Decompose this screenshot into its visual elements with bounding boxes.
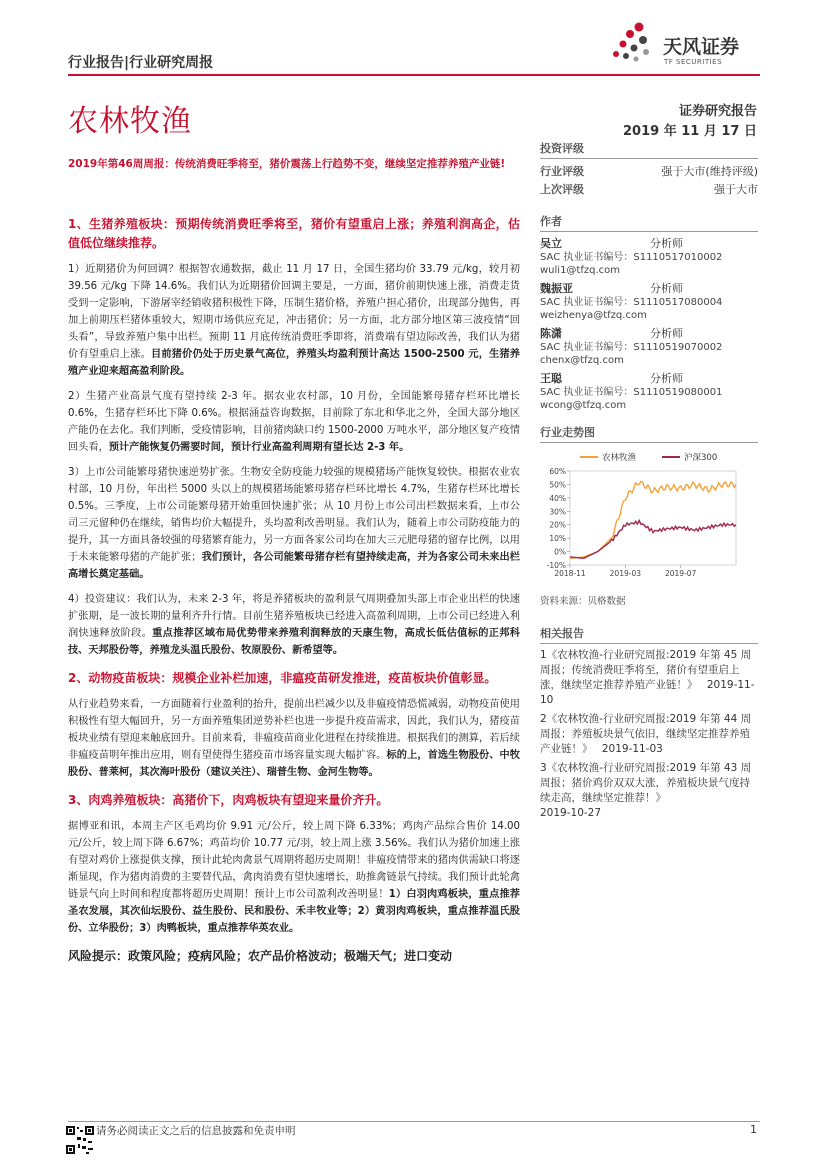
y-tick-label: 30% xyxy=(549,507,566,517)
y-tick-label: 10% xyxy=(549,534,566,544)
related-report-title: 3《农林牧渔-行业研究周报:2019 年第 43 周周报；猪价鸡价双双大涨，养殖板块景气度持续走高，继续坚定推荐！》 xyxy=(540,762,752,804)
qr-code-icon xyxy=(64,1124,96,1156)
rating-key: 行业评级 xyxy=(540,165,584,178)
paragraph-text: 2）生猪产业高景气度有望持续 2-3 年。据农业农村部，10 月份，全国能繁母猪存栏环比增长 0.6%，生猪存栏环比下降 0.6%。根据涌益咨询数据，目前除了东北和华北之外，全国大部分地区产能仍在去化。我们判断，受疫情影响，目前猪肉缺口约 1500-2000 万吨水平，部分地区复产疫情回头看， xyxy=(68,391,520,453)
prev-rating-row xyxy=(540,181,758,199)
related-report[interactable] xyxy=(540,761,758,821)
paragraph-text: 1）近期猪价为何回调？根据智农通数据，截止 11 月 17 日，全国生猪均价 33.79 元/kg，较月初 39.56 元/kg 下降 14.6%。我们认为近期猪价回调主要是，一方面，猪价前期快速上涨，消费走货受到一定影响，下游屠宰经销收猪积极性下降，压制生猪价格，养殖户担心猪价，出现部分抛售，再加上前期压栏猪体重较大，短期市场供应充足，冲击猪价；另一方面，北方部分地区第三波疫情“回头看”，导致养殖户集中出栏。预期 11 月底传统消费旺季即将，消费端有望边际改善，我们认为猪价有望重启上涨。 xyxy=(68,264,520,360)
paragraph-text: 从行业趋势来看，一方面随着行业盈利的抬升，提前出栏减少以及非瘟疫情恐慌减弱，动物疫苗使用积极性有望大幅回升，另一方面养殖集团逆势补栏也进一步提升疫苗需求，因此，我们认为，猪疫苗板块业绩有望迎来触底回升。目前来看，非瘟疫苗商业化进程在持续推进。根据我们的测算，若后续非瘟疫苗明年推出应用，则有望使得生猪疫苗市场容量实现大幅扩容。 xyxy=(68,699,520,761)
related-report-date: 2019-11-03 xyxy=(601,743,663,755)
paragraph-highlight: 我们预计，各公司能繁母猪存栏有望持续走高，并为各家公司未来出栏高增长奠定基础。 xyxy=(68,552,520,580)
author-entry xyxy=(540,371,758,412)
author-sac: SAC 执业证书编号：S1110517010002 xyxy=(540,252,723,263)
author-name: 王聪 xyxy=(540,372,562,385)
author-name: 魏振亚 xyxy=(540,282,573,295)
legend-label: 农林牧渔 xyxy=(602,453,637,463)
prev-rating-key: 上次评级 xyxy=(540,183,584,196)
chart-header: 行业走势图 xyxy=(540,424,758,443)
x-tick-label: 2019-03 xyxy=(609,569,642,578)
author-entry xyxy=(540,326,758,367)
paragraph xyxy=(68,818,520,937)
paragraph-text: 据博亚和讯，本周主产区毛鸡均价 9.91 元/公斤，较上周下降 6.33%；鸡肉产品综合售价 14.00 元/公斤，较上周下降 6.67%；鸡苗均价 10.77 元/羽，较上周上涨 3.56%。我们认为猪价加速上涨有望对鸡价上涨提供支撑，预计此轮肉禽景气周期将超历史周期！非瘟疫情带来的猪肉供需缺口将逐渐显现，作为猪肉消费的主要替代品，禽肉消费有望快速增长，助推禽链景气持续。我们预计此轮禽链景气向上时间和程度都将超历史周期！预计上市公司盈利改善明显！ xyxy=(68,821,520,900)
paragraph xyxy=(68,696,520,781)
related-report-date: 2019-11-10 xyxy=(540,679,755,706)
paragraph-highlight: 预计产能恢复仍需要时间，预计行业高盈利周期有望长达 2-3 年。 xyxy=(108,442,410,453)
sidebar xyxy=(540,140,758,825)
footer-disclaimer: 请务必阅读正文之后的信息披露和免责申明 xyxy=(96,1125,296,1137)
rating-value: 强于大市(维持评级) xyxy=(661,165,758,178)
related-report-title: 1《农林牧渔-行业研究周报:2019 年第 45 周周报；传统消费旺季将至，猪价有望重启上涨，继续坚定推荐养殖产业链！》 xyxy=(540,649,752,691)
chart-source: 资料来源：贝格数据 xyxy=(540,596,626,607)
section-title-poultry: 3、肉鸡养殖板块：高猪价下，肉鸡板块有望迎来量价齐升。 xyxy=(68,793,389,807)
industry-title: 农林牧渔 xyxy=(68,104,192,139)
author-email[interactable]: wuli1@tfzq.com xyxy=(540,265,621,276)
paragraph-text: 4）投资建议：我们认为，未来 2-3 年，将是养猪板块的盈利景气周期叠加头部上市企业出栏的快速扩张期，是一波长期的量利齐升行情。目前生猪养殖板块已经进入高盈利周期，上市公司已经进入利润快速释放阶段。 xyxy=(68,594,520,639)
authors-header: 作者 xyxy=(540,213,758,232)
author-sac: SAC 执业证书编号：S1110517080004 xyxy=(540,297,723,308)
report-date: 2019 年 11 月 17 日 xyxy=(623,124,757,139)
related-report[interactable] xyxy=(540,712,758,757)
section-title-vaccine: 2、动物疫苗板块：规模企业补栏加速，非瘟疫苗研发推进，疫苗板块价值彰显。 xyxy=(68,671,497,685)
footer-rule xyxy=(68,1121,760,1122)
paragraph-highlight: 1）白羽肉鸡板块，重点推荐圣农发展，其次仙坛股份、益生股份、民和股份、禾丰牧业等；2）黄羽肉鸡板块，重点推荐温氏股份、立华股份；3）肉鸭板块，重点推荐华英农业。 xyxy=(68,889,520,934)
report-type: 行业报告|行业研究周报 xyxy=(68,55,214,71)
author-entry xyxy=(540,236,758,277)
rating-row xyxy=(540,163,758,181)
author-sac: SAC 执业证书编号：S1110519080001 xyxy=(540,387,723,398)
x-tick-label: 2019-07 xyxy=(664,569,697,578)
y-tick-label: 40% xyxy=(549,493,566,503)
report-label: 证券研究报告 xyxy=(678,104,757,119)
y-tick-label: 60% xyxy=(549,467,566,476)
paragraph xyxy=(68,591,520,659)
series-line xyxy=(570,521,736,559)
author-name: 陈潇 xyxy=(540,327,562,340)
x-tick-label: 2018-11 xyxy=(554,569,586,578)
industry-trend-chart xyxy=(540,424,758,607)
author-role: 分析师 xyxy=(650,327,683,340)
logo-mark-icon xyxy=(608,14,660,66)
paragraph xyxy=(68,464,520,583)
author-sac: SAC 执业证书编号：S1110519070002 xyxy=(540,342,723,353)
paragraph-highlight: 目前猪价仍处于历史景气高位，养殖头均盈利预计高达 1500-2500 元，生猪养殖产业迎来超高盈利阶段。 xyxy=(68,349,520,377)
author-role: 分析师 xyxy=(650,372,683,385)
legend-label: 沪深300 xyxy=(684,453,718,463)
main-content xyxy=(68,205,520,974)
author-entry xyxy=(540,281,758,322)
plot-frame xyxy=(570,471,736,565)
author-role: 分析师 xyxy=(650,282,683,295)
paragraph-highlight: 标的上，首选生物股份、中牧股份、普莱柯，其次海叶股份（建议关注）、瑞普生物、金河生物等。 xyxy=(68,750,520,778)
author-name: 吴立 xyxy=(540,237,562,250)
author-email[interactable]: wcong@tfzq.com xyxy=(540,400,627,411)
related-report-date: 2019-10-27 xyxy=(540,807,602,819)
logo-name: 天风证券 xyxy=(663,36,740,58)
paragraph xyxy=(68,388,520,456)
y-tick-label: 50% xyxy=(549,480,566,490)
y-tick-label: 20% xyxy=(549,520,566,530)
author-email[interactable]: chenx@tfzq.com xyxy=(540,355,624,366)
rating-header: 投资评级 xyxy=(540,140,758,159)
y-tick-label: 0% xyxy=(554,547,566,557)
paragraph xyxy=(68,261,520,380)
paragraph-highlight: 重点推荐区域布局优势带来养殖利润释放的天康生物，高成长低估值标的正邦科技、天邦股份等，养殖龙头温氏股份、牧原股份、新希望等。 xyxy=(68,628,520,656)
trend-chart-svg xyxy=(540,447,758,587)
header-rule xyxy=(68,74,760,76)
series-line xyxy=(570,481,736,558)
related-header: 相关报告 xyxy=(540,625,758,644)
page-number: 1 xyxy=(750,1123,757,1136)
author-email[interactable]: weizhenya@tfzq.com xyxy=(540,310,647,321)
author-role: 分析师 xyxy=(650,237,683,250)
related-report-title: 2《农林牧渔-行业研究周报:2019 年第 44 周周报；养殖板块景气依旧，继续坚定推荐养殖产业链！》 xyxy=(540,713,752,755)
logo-name-en: TF SECURITIES xyxy=(664,58,723,66)
section-title-pig: 1、生猪养殖板块：预期传统消费旺季将至，猪价有望重启上涨；养殖利润高企，估值低位继续推荐。 xyxy=(68,217,520,250)
company-logo xyxy=(608,14,758,70)
report-subtitle: 2019年第46周周报：传统消费旺季将至，猪价震荡上行趋势不变，继续坚定推荐养殖产业链! xyxy=(68,158,506,170)
prev-rating-value: 强于大市 xyxy=(714,183,758,196)
related-report[interactable] xyxy=(540,648,758,708)
y-tick-label: -10% xyxy=(546,561,566,570)
paragraph-text: 3）上市公司能繁母猪快速逆势扩张。生物安全防疫能力较强的规模猪场产能恢复较快。根据农业农村部，10 月份，年出栏 5000 头以上的规模猪场能繁母猪存栏环比增长 4.7%，生猪存栏环比增长 0.5%。三季度，上市公司能繁母猪开始重回快速扩张；从 10 月份上市公司出栏数据来看，上市公司三元留种仍在继续，销售均价大幅提升，头均盈利改善明显。我们认为，随着上市公司防疫能力的提升，其一方面具备较强的母猪繁育能力，另一方面各家公司均在加大三元肥母猪的留存比例，以用于未来能繁母猪的产能扩张； xyxy=(68,467,520,563)
risk-warning: 风险提示：政策风险；疫病风险；农产品价格波动；极端天气；进口变动 xyxy=(68,949,453,963)
